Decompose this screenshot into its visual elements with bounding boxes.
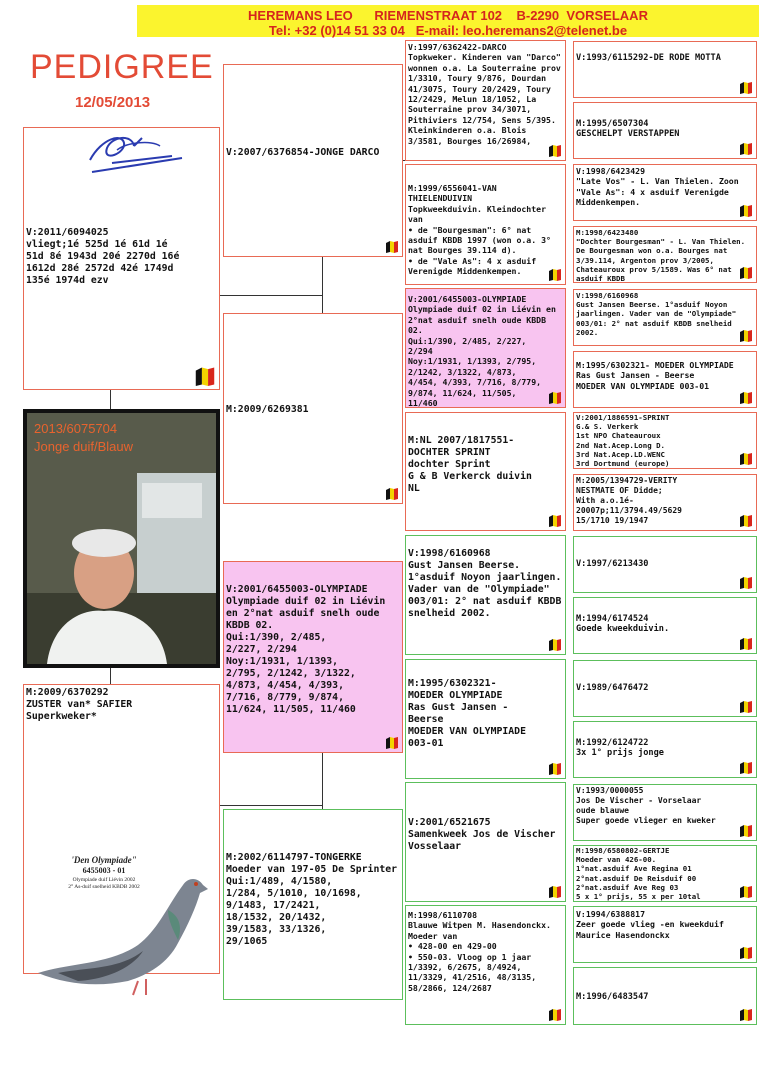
belgian-flag-icon — [548, 514, 562, 527]
gen3-text-7: V:2001/6521675 Samenkweek Jos de Vischer Vosselaar — [408, 817, 556, 852]
gen4-text-6: M:1995/6302321- MOEDER OLYMPIADE Ras Gust Jansen - Beerse MOEDER VAN OLYMPIADE 003-01 — [576, 360, 734, 391]
belgian-flag-icon — [739, 142, 753, 155]
gen3-box-8 — [405, 905, 566, 1025]
subject-photo — [23, 409, 220, 668]
breeder-contact: Tel: +32 (0)14 51 33 04 E-mail: leo.heremans2@telenet.be — [268, 23, 628, 38]
gen4-text-10: M:1994/6174524 Goede kweekduivin. — [576, 614, 670, 635]
sire-box — [23, 127, 220, 390]
photo-pigeon-name: 'Den Olympiade" — [71, 855, 137, 865]
belgian-flag-icon — [548, 268, 562, 281]
dam-sire-box — [223, 561, 403, 753]
gen4-text-15: V:1994/6388817 Zeer goede vlieg -en kweekduif Maurice Hasendonckx — [576, 909, 724, 940]
gen4-text-12: M:1992/6124722 3x 1° prijs jonge — [576, 738, 664, 759]
connector-line — [322, 257, 323, 313]
belgian-flag-icon — [739, 824, 753, 837]
header-banner — [137, 5, 759, 37]
gen4-box-2 — [573, 102, 757, 159]
subject-ring-number: 2013/6075704 — [34, 421, 118, 436]
connector-line — [110, 668, 111, 684]
gen4-box-4 — [573, 226, 757, 283]
gen4-text-1: V:1993/6115292-DE RODE MOTTA — [576, 53, 721, 63]
page-title: PEDIGREE — [30, 48, 214, 86]
belgian-flag-icon — [548, 885, 562, 898]
belgian-flag-icon — [739, 266, 753, 279]
belgian-flag-icon — [548, 638, 562, 651]
belgian-flag-icon — [739, 81, 753, 94]
sire-sire-box — [223, 64, 403, 257]
gen4-box-14 — [573, 845, 757, 902]
gen4-box-8 — [573, 474, 757, 531]
dam-sire-text: V:2001/6455003-OLYMPIADE Olympiade duif 02 in Liévin en 2°nat asduif snelh oude KBDB 02. Qui:1/390, 2/485, 2/227, 2/294 Noy:1/1931, 1/1393, 2/795, 2/1242, 3/1322, 4/873, 4/454, 4/393, 7/716, 8/779, 9/874, 11/624, 11/505, 11/460 — [226, 584, 386, 715]
belgian-flag-icon — [739, 1008, 753, 1021]
belgian-flag-icon — [739, 637, 753, 650]
gen3-text-2: M:1999/6556041-VAN THIELENDUIVIN Topkweekduivin. Kleindochter van • de "Bourgesman": 6° nat asduif KBDB 1997 (won o.a. 3° nat Bourges 39.114 d). • de "Vale As": 4 x asduif Verenigde Middenkempen. — [408, 183, 551, 277]
gen4-box-10 — [573, 597, 757, 654]
belgian-flag-icon — [739, 452, 753, 465]
gen3-text-5: V:1998/6160968 Gust Jansen Beerse. 1°asduif Noyon jaarlingen. Vader van de "Olympiade" 003/01: 2° nat asduif KBDB snelheid 2002. — [408, 548, 562, 619]
connector-line — [110, 390, 111, 409]
dam-text: M:2009/6370292 ZUSTER van* SAFIER Superkweker* — [26, 687, 133, 722]
gen3-box-2 — [405, 164, 566, 285]
gen4-box-5 — [573, 289, 757, 346]
connector-line — [220, 805, 322, 806]
gen3-text-3: V:2001/6455003-OLYMPIADE Olympiade duif 02 in Liévin en 2°nat asduif snelh oude KBDB 02. Qui:1/390, 2/485, 2/227, 2/294 Noy:1/1931, 1/1393, 2/795, 2/1242, 3/1322, 4/873, 4/454, 4/393, 7/716, 8/779, 9/874, 11/624, 11/505, 11/460 — [408, 294, 556, 409]
belgian-flag-icon — [739, 391, 753, 404]
gen3-text-1: V:1997/6362422-DARCO Topkweker. Kinderen van "Darco" wonnen o.a. La Souterraine prov 1/3310, Toury 9/876, Dourdan 41/3075, Toury 20/2429, Toury 12/2429, Melun 18/1052, La Souterraine prov 34/3071, Pithiviers 12/754, Sens 5/395. Kleinkinderen o.a. Blois 3/3581, Bourges 16/26984, — [408, 42, 561, 146]
gen4-box-12 — [573, 721, 757, 778]
gen3-text-4: M:NL 2007/1817551- DOCHTER SPRINT dochter Sprint G & B Verkerck duivin NL — [408, 435, 532, 494]
gen3-box-7 — [405, 782, 566, 902]
dam-box — [23, 684, 220, 974]
subject-color: Jonge duif/Blauw — [34, 439, 134, 454]
gen4-box-11 — [573, 660, 757, 717]
photo-pigeon-note1: Olympiade duif Liévin 2002 — [72, 877, 136, 883]
sire-dam-box — [223, 313, 403, 504]
gen4-box-15 — [573, 906, 757, 963]
connector-line — [322, 753, 323, 809]
sire-text: V:2011/6094025 vliegt;1é 525d 1é 61d 1é 51d 8é 1943d 20é 2270d 16é 1612d 28é 2572d 42é 1749d 135é 1974d ezv — [26, 227, 180, 286]
gen3-box-3 — [405, 288, 566, 408]
belgian-flag-icon — [548, 144, 562, 157]
gen4-box-3 — [573, 164, 757, 221]
gen4-text-8: M:2005/1394729-VERITY NESTMATE OF Didde; With a.o.1é- 20007p;11/3794.49/5629 15/1710 19/1947 — [576, 476, 682, 525]
belgian-flag-icon — [739, 204, 753, 217]
dam-dam-box — [223, 809, 403, 1000]
pigeon-image-icon — [28, 855, 218, 1005]
belgian-flag-icon — [739, 761, 753, 774]
belgian-flag-icon — [548, 762, 562, 775]
sire-dam-text: M:2009/6269381 — [226, 404, 309, 415]
gen3-box-4 — [405, 412, 566, 531]
gen3-text-6: M:1995/6302321- MOEDER OLYMPIADE Ras Gust Jansen - Beerse MOEDER VAN OLYMPIADE 003-01 — [408, 678, 526, 749]
gen3-box-1 — [405, 40, 566, 161]
dam-dam-text: M:2002/6114797-TONGERKE Moeder van 197-05 De Sprinter Qui:1/489, 4/1580, 1/284, 5/1010, 10/1698, 9/1483, 17/2421, 18/1532, 20/1432, 39/1583, 33/1326, 29/1065 — [226, 852, 398, 947]
gen3-text-8: M:1998/6110708 Blauwe Witpen M. Hasendonckx. Moeder van • 428-00 en 429-00 • 550-03. Vloog op 1 jaar 1/3392, 6/2675, 8/4924, 11/3329, 41/2516, 48/3135, 58/2866, 124/2687 — [408, 910, 551, 993]
gen4-box-6 — [573, 351, 757, 408]
gen4-text-16: M:1996/6483547 — [576, 992, 649, 1002]
gen4-text-7: V:2001/1886591-SPRINT G.& S. Verkerk 1st NPO Chateauroux 2nd Nat.Acep.Long D. 3rd Nat.Acep.LD.WENC 3rd Dortmund (europe) — [576, 413, 670, 469]
gen4-text-14: M:1998/6580802-GERTJE Moeder van 426-00. 1°nat.asduif Ave Regina 01 2°nat.asduif De Reisduif 00 2°nat.asduif Ave Reg 03 5 x 1° prijs, 55 x per 10tal — [576, 846, 701, 902]
signature-icon — [72, 128, 182, 188]
gen3-box-5 — [405, 535, 566, 655]
belgian-flag-icon — [739, 946, 753, 959]
breeder-name-address: HEREMANS LEO RIEMENSTRAAT 102 B-2290 VORSELAAR — [248, 8, 648, 23]
gen4-box-7 — [573, 412, 757, 469]
photo-pigeon-ring: 6455003 - 01 — [82, 866, 126, 875]
gen4-text-4: M:1998/6423480 "Dochter Bourgesman" - L. Van Thielen. De Bourgesman won o.a. Bourges nat 3/39.114, Argenton prov 3/2005, Chateauroux prov 5/1589. Was 6° nat asduif KBDB — [576, 228, 746, 284]
gen3-box-6 — [405, 659, 566, 779]
connector-line — [403, 160, 405, 161]
gen4-text-3: V:1998/6423429 "Late Vos" - L. Van Thielen. Zoon "Vale As": 4 x asduif Verenigde Middenkempen. — [576, 166, 739, 208]
photo-pigeon-note2: 2° As-duif snelheid KBDB 2002 — [68, 884, 140, 890]
gen4-text-2: M:1995/6507304 GESCHELPT VERSTAPPEN — [576, 119, 680, 140]
belgian-flag-icon — [739, 329, 753, 342]
gen4-text-5: V:1998/6160968 Gust Jansen Beerse. 1°asduif Noyon jaarlingen. Vader van de "Olympiade" 003/01: 2° nat asduif KBDB snelheid 2002. — [576, 291, 737, 337]
gen4-box-16 — [573, 967, 757, 1025]
gen4-text-13: V:1993/0000055 Jos De Vischer - Vorselaar oude blauwe Super goede vlieger en kweker — [576, 786, 716, 825]
pedigree-date: 12/05/2013 — [75, 94, 151, 111]
gen4-box-9 — [573, 536, 757, 593]
belgian-flag-icon — [385, 736, 399, 749]
belgian-flag-icon — [739, 576, 753, 589]
belgian-flag-icon — [385, 487, 399, 500]
connector-line — [220, 295, 322, 296]
gen4-box-13 — [573, 784, 757, 841]
belgian-flag-icon — [739, 700, 753, 713]
belgian-flag-icon — [739, 885, 753, 898]
gen4-text-11: V:1989/6476472 — [576, 683, 649, 693]
belgian-flag-icon — [194, 366, 216, 386]
belgian-flag-icon — [385, 240, 399, 253]
gen4-box-1 — [573, 41, 757, 98]
belgian-flag-icon — [548, 391, 562, 404]
belgian-flag-icon — [739, 514, 753, 527]
sire-sire-text: V:2007/6376854-JONGE DARCO — [226, 147, 380, 158]
gen4-text-9: V:1997/6213430 — [576, 559, 649, 569]
belgian-flag-icon — [548, 1008, 562, 1021]
